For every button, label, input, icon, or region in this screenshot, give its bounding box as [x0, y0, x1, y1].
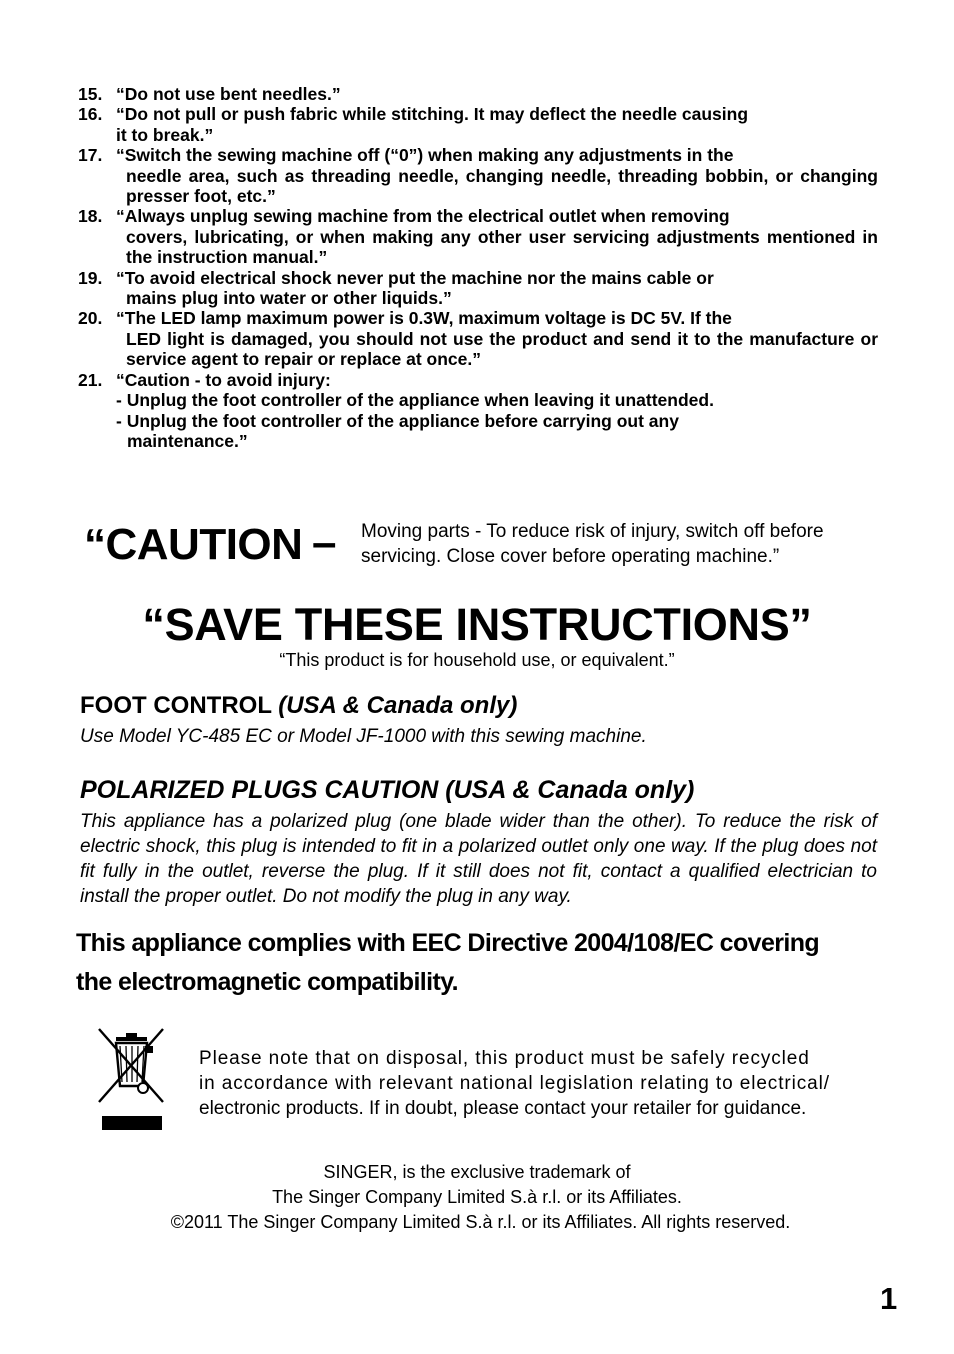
- item-text: “Do not pull or push fabric while stitching. It may deflect the needle causing: [116, 104, 749, 125]
- page-number: 1: [880, 1281, 898, 1316]
- item-number: 18.: [78, 206, 103, 227]
- caution-dash: –: [312, 518, 337, 567]
- trademark-line-2: The Singer Company Limited S.à r.l. or its Affiliates.: [272, 1187, 682, 1207]
- crossed-out-wheelie-bin-icon: [96, 1026, 166, 1132]
- item-number: 21.: [78, 369, 103, 390]
- eec-line-1: This appliance complies with EEC Directive 2004/108/EC covering: [76, 929, 820, 957]
- polarized-plugs-title: POLARIZED PLUGS CAUTION (USA & Canada only): [80, 776, 695, 804]
- item-number: 17.: [78, 145, 103, 166]
- item-text: “Always unplug sewing machine from the electrical outlet when removing: [116, 206, 730, 227]
- item-text: “Do not use bent needles.”: [116, 84, 341, 104]
- item-text-continued: mains plug into water or other liquids.”: [126, 288, 452, 309]
- polarized-plugs-text: This appliance has a polarized plug (one blade wider than the other). To reduce the risk of electric shock, this plug is intended to fit in a polarized outlet only one way. If the plug does not fit fully in the outlet, reverse the plug. If it still does not fit, contact a qualified electrician to install the proper outlet. Do not modify the plug in any way.: [80, 811, 877, 907]
- trademark-line-1: SINGER, is the exclusive trademark of: [323, 1162, 631, 1182]
- foot-control-title-main: FOOT CONTROL: [80, 692, 272, 719]
- foot-control-title-suffix: (USA & Canada only): [278, 692, 518, 719]
- item-number: 16.: [78, 104, 103, 125]
- item-text-continued: covers, lubricating, or when making any other user servicing adjustments mentioned in the instruction manual.”: [126, 226, 878, 268]
- safety-instructions-list: [78, 84, 878, 451]
- item-number: 15.: [78, 84, 103, 104]
- caution-text: Moving parts - To reduce risk of injury, switch off before servicing. Close cover before operating machine.”: [361, 521, 824, 567]
- sub-item-text: - Unplug the foot controller of the appliance when leaving it unattended.: [116, 390, 714, 411]
- disposal-line-2: in accordance with relevant national legislation relating to electrical/: [199, 1073, 830, 1094]
- injury-sub-item: [78, 390, 878, 410]
- trademark-footer: [0, 1160, 954, 1235]
- disposal-notice: [199, 1046, 877, 1121]
- caution-block: [84, 518, 878, 578]
- item-text: “The LED lamp maximum power is 0.3W, maximum voltage is DC 5V. If the: [116, 308, 732, 329]
- foot-control-text: Use Model YC-485 EC or Model JF-1000 with this sewing machine.: [80, 726, 647, 747]
- item-number: 19.: [78, 267, 103, 288]
- copyright-line: ©2011 The Singer Company Limited S.à r.l. or its Affiliates. All rights reserved.: [170, 1212, 791, 1232]
- item-number: 20.: [78, 308, 103, 329]
- caution-heading: “CAUTION: [84, 520, 303, 569]
- item-text: “Switch the sewing machine off (“0”) when making any adjustments in the: [116, 145, 734, 166]
- instruction-item: [78, 84, 878, 104]
- sub-item-text-continued: maintenance.”: [127, 430, 248, 451]
- household-note: “This product is for household use, or equivalent.”: [279, 650, 675, 670]
- save-instructions-heading: “SAVE THESE INSTRUCTIONS”: [142, 599, 812, 650]
- disposal-line-1: Please note that on disposal, this product must be safely recycled: [199, 1048, 810, 1069]
- item-text-continued: LED light is damaged, you should not use the product and send it to the manufacture or service agent to repair or replace at once.”: [126, 328, 878, 370]
- eec-line-2: the electromagnetic compatibility.: [76, 968, 459, 996]
- item-text-continued: it to break.”: [116, 124, 214, 145]
- instruction-item: [78, 370, 878, 390]
- instruction-item: [78, 308, 878, 369]
- item-text: “To avoid electrical shock never put the machine nor the mains cable or: [116, 267, 714, 288]
- instruction-item: [78, 206, 878, 267]
- disposal-line-3: electronic products. If in doubt, please contact your retailer for guidance.: [199, 1098, 807, 1119]
- instruction-item: [78, 145, 878, 206]
- eec-compliance-statement: [76, 924, 881, 1002]
- foot-control-title: [80, 692, 517, 720]
- item-text-continued: needle area, such as threading needle, changing needle, threading bobbin, or changing presser foot, etc.”: [126, 165, 878, 207]
- injury-sub-item: [78, 411, 878, 452]
- instruction-item: [78, 104, 878, 145]
- sub-item-text: - Unplug the foot controller of the appliance before carrying out any: [116, 410, 679, 431]
- item-text: “Caution - to avoid injury:: [116, 369, 331, 390]
- instruction-item: [78, 268, 878, 309]
